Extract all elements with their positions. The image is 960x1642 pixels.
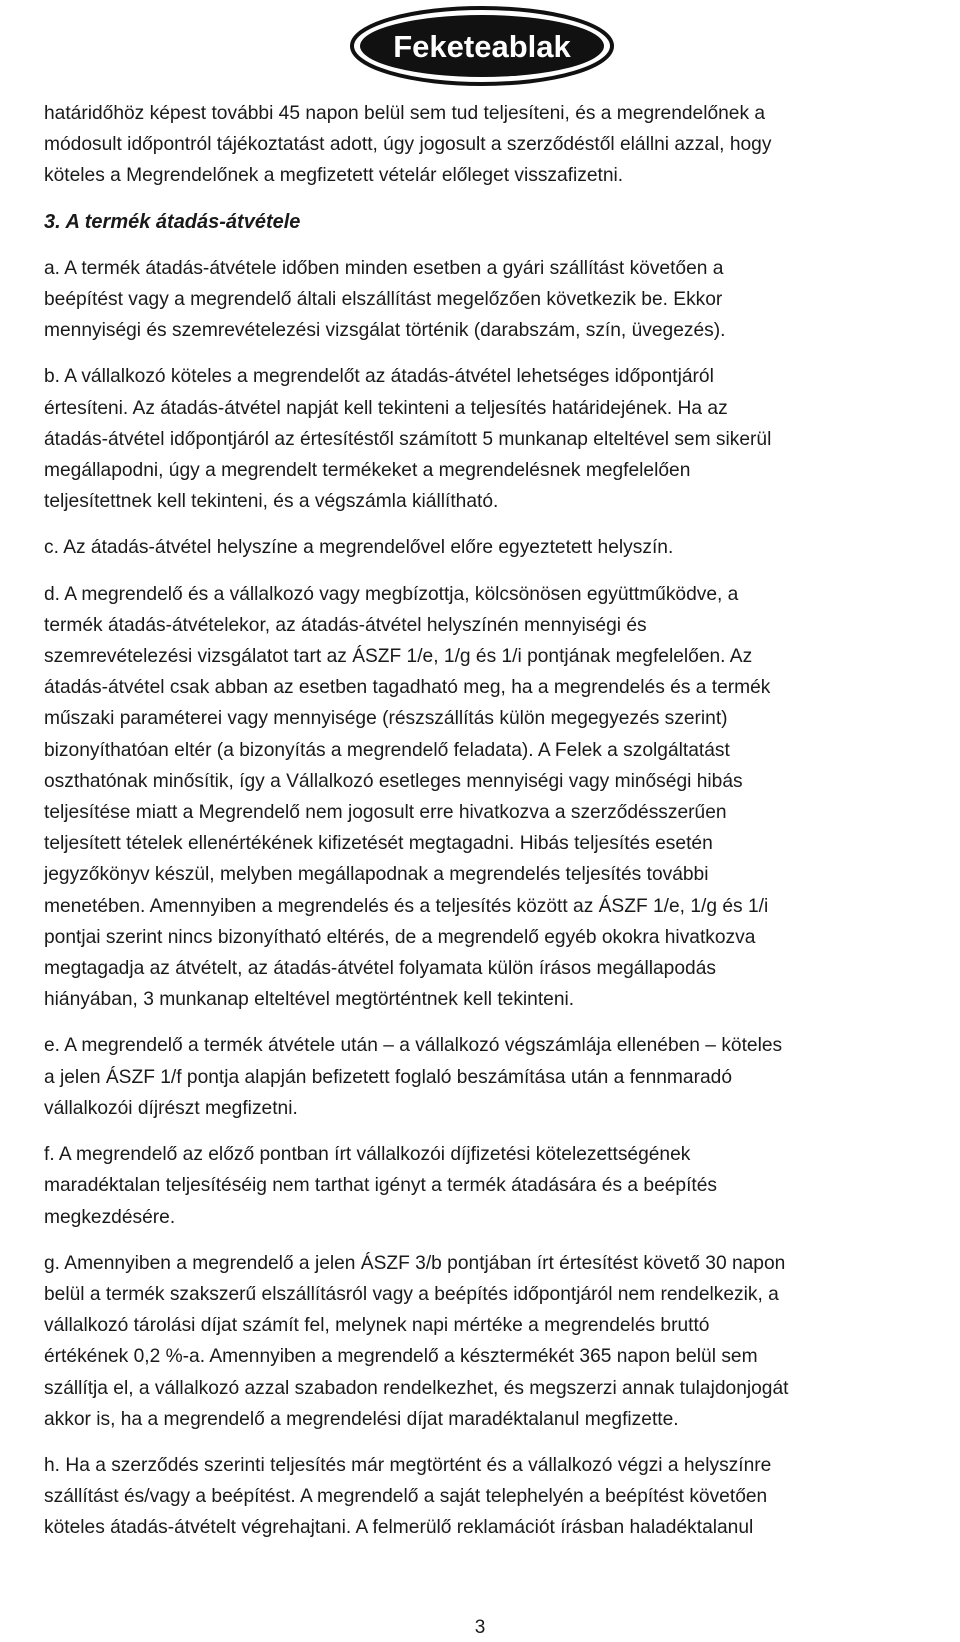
text-line: pontjai szerint nincs bizonyítható eltérés, de a megrendelő egyéb okokra hivatkozva	[44, 926, 756, 948]
text-line: megtagadja az átvételt, az átadás-átvétel folyamata külön írásos megállapodás	[44, 958, 716, 980]
feketeablak-logo	[348, 4, 616, 88]
text-line: értékének 0,2 %-a. Amennyiben a megrendelő a késztermékét 365 napon belül sem	[44, 1346, 758, 1368]
text-line: értesíteni. Az átadás-átvétel napját kell tekinteni a teljesítés határidejének. Ha az	[44, 397, 728, 419]
text-line: c. Az átadás-átvétel helyszíne a megrendelővel előre egyeztetett helyszín.	[44, 537, 674, 559]
text-line: vállalkozó tárolási díjat számít fel, melynek napi mértéke a megrendelés bruttó	[44, 1315, 710, 1337]
intro-paragraph	[44, 98, 960, 192]
text-line: bizonyíthatóan eltér (a bizonyítás a megrendelő feladata). A Felek a szolgáltatást	[44, 739, 730, 761]
text-line: termék átadás-átvételekor, az átadás-átvétel helyszínén mennyiségi és	[44, 614, 647, 636]
text-line: akkor is, ha a megrendelő a megrendelési díjat maradéktalanul megfizette.	[44, 1408, 679, 1430]
text-line: szemrevételezési vizsgálatot tart az ÁSZF 1/e, 1/g és 1/i pontjának megfelelően. Az	[44, 646, 753, 668]
text-line: köteles a Megrendelőnek a megfizetett vételár előleget visszafizetni.	[44, 165, 624, 187]
logo-text: Feketeablak	[393, 29, 571, 64]
text-line: műszaki paraméterei vagy mennyisége (részszállítás külön megegyezés szerint)	[44, 708, 728, 730]
text-line: a. A termék átadás-átvétele időben minden esetben a gyári szállítást követően a	[44, 257, 724, 279]
text-line: teljesített tételek ellenértékének kifizetését megtagadni. Hibás teljesítés esetén	[44, 833, 713, 855]
text-line: megkezdésére.	[44, 1206, 176, 1228]
paragraph-h	[44, 1450, 960, 1544]
text-line: belül a termék szakszerű elszállításról vagy a beépítés időpontjáról nem rendelkezik, a	[44, 1283, 779, 1305]
paragraph-f	[44, 1139, 960, 1233]
text-line: hiányában, 3 munkanap elteltével megtörténtnek kell tekinteni.	[44, 989, 575, 1011]
text-line: szállítást és/vagy a beépítést. A megrendelő a saját telephelyén a beépítést követően	[44, 1486, 768, 1508]
page-number: 3	[474, 1617, 486, 1638]
text-line: oszthatónak minősítik, így a Vállalkozó esetleges mennyiségi vagy minőségi hibás	[44, 770, 743, 792]
text-line: f. A megrendelő az előző pontban írt vállalkozói díjfizetési kötelezettségének	[44, 1144, 691, 1166]
text-line: teljesítése miatt a Megrendelő nem jogosult erre hivatkozva a szerződésszerűen	[44, 802, 727, 824]
text-line: mennyiségi és szemrevételezési vizsgálat történik (darabszám, szín, üvegezés).	[44, 320, 726, 342]
text-line: teljesítettnek kell tekinteni, és a végszámla kiállítható.	[44, 491, 499, 513]
text-line: köteles átadás-átvételt végrehajtani. A felmerülő reklamációt írásban haladéktalanul	[44, 1517, 754, 1539]
text-line: módosult időpontról tájékoztatást adott, úgy jogosult a szerződéstől elállni azzal, hogy	[44, 134, 772, 156]
paragraph-g	[44, 1248, 960, 1435]
text-line: h. Ha a szerződés szerinti teljesítés már megtörtént és a vállalkozó végzi a helyszínre	[44, 1454, 772, 1476]
text-line: g. Amennyiben a megrendelő a jelen ÁSZF 3/b pontjában írt értesítést követő 30 napon	[44, 1252, 786, 1274]
text-line: d. A megrendelő és a vállalkozó vagy megbízottja, kölcsönösen együttműködve, a	[44, 583, 739, 605]
text-line: átadás-átvétel időpontjáról az értesítéstől számított 5 munkanap elteltével sem sikerül	[44, 428, 772, 450]
text-line: megállapodni, úgy a megrendelt termékeket a megrendelésnek megfelelően	[44, 460, 691, 482]
paragraph-b	[44, 361, 960, 517]
text-line: vállalkozói díjrészt megfizetni.	[44, 1097, 298, 1119]
text-line: maradéktalan teljesítéséig nem tarthat igényt a termék átadására és a beépítés	[44, 1175, 718, 1197]
text-line: b. A vállalkozó köteles a megrendelőt az átadás-átvétel lehetséges időpontjáról	[44, 366, 714, 388]
paragraph-a	[44, 253, 960, 347]
text-line: átadás-átvétel csak abban az esetben tagadható meg, ha a megrendelés és a termék	[44, 677, 771, 699]
text-line: e. A megrendelő a termék átvétele után – a vállalkozó végszámlája ellenében – köteles	[44, 1035, 783, 1057]
text-line: a jelen ÁSZF 1/f pontja alapján befizetett foglaló beszámítása után a fennmaradó	[44, 1066, 732, 1088]
logo-emblem	[348, 4, 616, 88]
section-heading: 3. A termék átadás-átvétele	[44, 210, 301, 233]
text-line: szállítja el, a vállalkozó azzal szabadon rendelkezhet, és megszerzi annak tulajdonjogát	[44, 1377, 789, 1399]
paragraph-c	[44, 532, 960, 563]
text-line: beépítést vagy a megrendelő általi elszállítást megelőzően következik be. Ekkor	[44, 289, 723, 311]
text-line: jegyzőkönyv készül, melyben megállapodnak a megrendelés teljesítés további	[44, 864, 709, 886]
text-line: menetében. Amennyiben a megrendelés és a teljesítés között az ÁSZF 1/e, 1/g és 1/i	[44, 895, 769, 917]
paragraph-d	[44, 579, 960, 1016]
document-body	[44, 98, 960, 1544]
text-line: határidőhöz képest további 45 napon belül sem tud teljesíteni, és a megrendelőnek a	[44, 103, 766, 124]
paragraph-e	[44, 1030, 960, 1124]
